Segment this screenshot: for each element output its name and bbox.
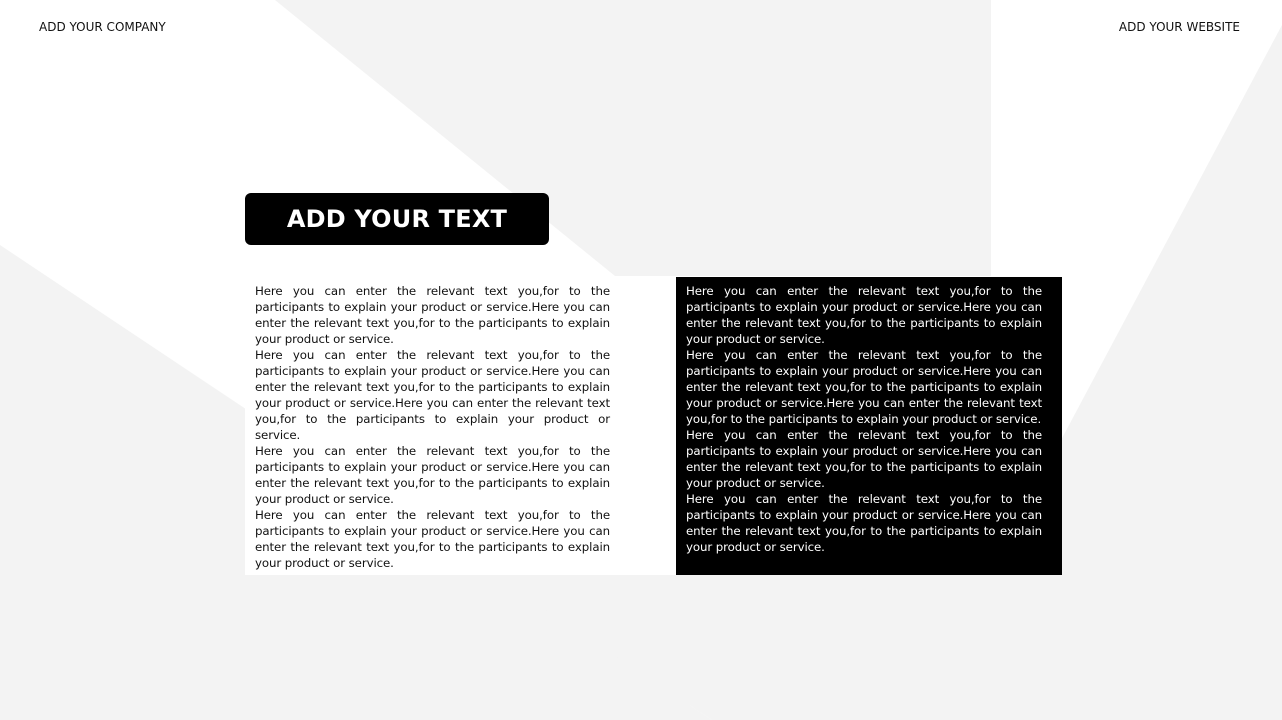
website-name: ADD YOUR WEBSITE (1118, 20, 1240, 34)
right-paragraph-4: Here you can enter the relevant text you,for to the participants to explain your product or service.Here you can enter the relevant text you,for to the participants to explain your product or service. (686, 492, 1042, 554)
right-paragraph-2: Here you can enter the relevant text you,for to the participants to explain your product or service.Here you can enter the relevant text you,for to the participants to explain your product or service.Here you can enter the relevant text you,for to the participants to explain your product or service. (686, 348, 1042, 426)
left-paragraph-2: Here you can enter the relevant text you,for to the participants to explain your product or service.Here you can enter the relevant text you,for to the participants to explain your product or service.Here you can enter the relevant text you,for to the participants to explain your product or service. (255, 348, 610, 442)
right-text-block (676, 277, 1062, 575)
left-text-block (245, 277, 628, 575)
company-name: ADD YOUR COMPANY (39, 20, 166, 34)
left-paragraph-1: Here you can enter the relevant text you,for to the participants to explain your product or service.Here you can enter the relevant text you,for to the participants to explain your product or service. (255, 284, 610, 346)
title-banner (245, 193, 549, 245)
right-paragraph-3: Here you can enter the relevant text you,for to the participants to explain your product or service.Here you can enter the relevant text you,for to the participants to explain your product or service. (686, 428, 1042, 490)
title-text: ADD YOUR TEXT (286, 205, 508, 233)
left-paragraph-3: Here you can enter the relevant text you,for to the participants to explain your product or service.Here you can enter the relevant text you,for to the participants to explain your product or service. (255, 444, 610, 506)
left-paragraph-4: Here you can enter the relevant text you,for to the participants to explain your product or service.Here you can enter the relevant text you,for to the participants to explain your product or service. (255, 508, 610, 570)
right-paragraph-1: Here you can enter the relevant text you,for to the participants to explain your product or service.Here you can enter the relevant text you,for to the participants to explain your product or service. (686, 284, 1042, 346)
